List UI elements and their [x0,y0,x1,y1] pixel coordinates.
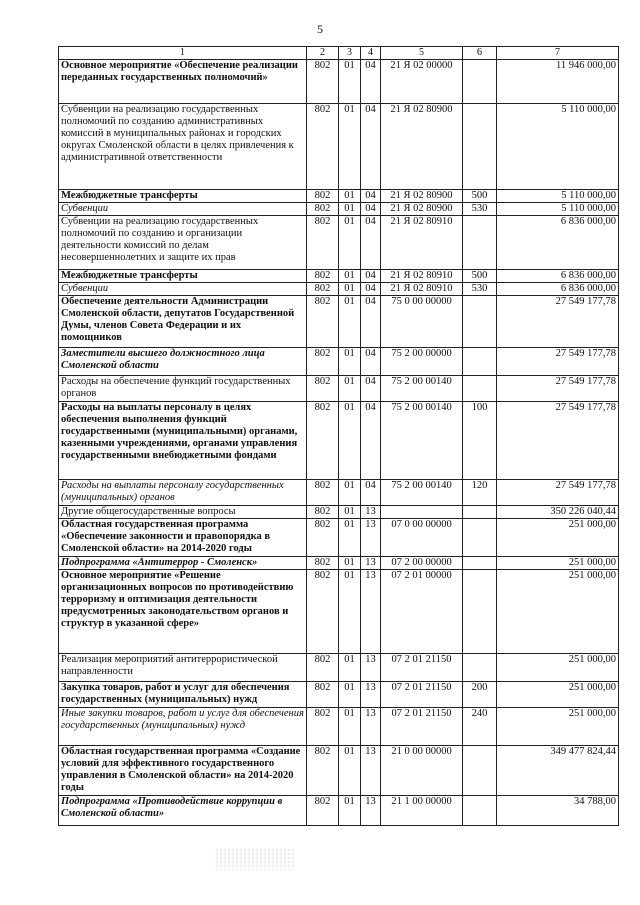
row-subsection-code: 04 [361,480,381,506]
table-row [59,270,619,283]
row-name: Межбюджетные трансферты [59,270,307,283]
row-subsection-code: 04 [361,203,381,216]
row-amount: 5 110 000,00 [497,190,619,203]
row-name: Расходы на выплаты персоналу в целях обеспечения выполнения функций государственными (муниципальными) органами, казенными учреждениями, органами управления государственными внебюджетными фондами [59,402,307,480]
row-subsection-code: 04 [361,283,381,296]
table-row [59,203,619,216]
row-target-article: 07 2 01 21150 [381,654,463,682]
row-expense-type [463,376,497,402]
row-expense-type [463,296,497,348]
row-target-article: 21 1 00 00000 [381,796,463,826]
row-section-code: 01 [339,708,361,746]
row-amount: 251 000,00 [497,570,619,654]
row-section-code: 01 [339,216,361,270]
row-expense-type [463,796,497,826]
row-name: Межбюджетные трансферты [59,190,307,203]
row-ministry-code: 802 [307,480,339,506]
row-ministry-code: 802 [307,60,339,104]
row-name: Расходы на выплаты персоналу государственных (муниципальных) органов [59,480,307,506]
row-expense-type: 500 [463,190,497,203]
table-row [59,654,619,682]
row-target-article: 21 Я 02 80900 [381,203,463,216]
header-cell: 7 [497,47,619,60]
row-subsection-code: 04 [361,348,381,376]
row-subsection-code: 13 [361,796,381,826]
table-row [59,682,619,708]
row-name: Субвенции на реализацию государственных полномочий по созданию и организации деятельности комиссий по делам несовершеннолетних и защите их прав [59,216,307,270]
row-ministry-code: 802 [307,682,339,708]
row-name: Областная государственная программа «Обеспечение законности и правопорядка в Смоленской области» на 2014-2020 годы [59,519,307,557]
row-expense-type: 120 [463,480,497,506]
row-name: Подпрограмма «Противодействие коррупции в Смоленской области» [59,796,307,826]
row-ministry-code: 802 [307,348,339,376]
row-name: Областная государственная программа «Создание условий для эффективного государственного управления в Смоленской области» на 2014-2020 годы [59,746,307,796]
row-section-code: 01 [339,60,361,104]
row-amount: 27 549 177,78 [497,296,619,348]
header-cell: 4 [361,47,381,60]
row-target-article: 21 Я 02 80900 [381,104,463,190]
row-ministry-code: 802 [307,570,339,654]
row-expense-type [463,216,497,270]
row-subsection-code: 13 [361,557,381,570]
table-row [59,190,619,203]
row-expense-type [463,506,497,519]
row-ministry-code: 802 [307,654,339,682]
row-section-code: 01 [339,402,361,480]
row-name: Реализация мероприятий антитеррористической направленности [59,654,307,682]
row-name: Иные закупки товаров, работ и услуг для обеспечения государственных (муниципальных) нужд [59,708,307,746]
row-target-article: 21 Я 02 80910 [381,283,463,296]
row-amount: 350 226 040,44 [497,506,619,519]
table-row [59,519,619,557]
row-target-article: 07 0 00 00000 [381,519,463,557]
row-section-code: 01 [339,796,361,826]
table-row [59,570,619,654]
table-row [59,506,619,519]
row-target-article: 07 2 00 00000 [381,557,463,570]
row-section-code: 01 [339,570,361,654]
row-amount: 27 549 177,78 [497,376,619,402]
table-row [59,708,619,746]
row-section-code: 01 [339,506,361,519]
row-target-article: 21 Я 02 80910 [381,216,463,270]
row-ministry-code: 802 [307,402,339,480]
row-expense-type: 530 [463,203,497,216]
row-section-code: 01 [339,190,361,203]
row-expense-type [463,104,497,190]
row-section-code: 01 [339,296,361,348]
row-amount: 27 549 177,78 [497,348,619,376]
row-amount: 5 110 000,00 [497,203,619,216]
table-row [59,104,619,190]
row-subsection-code: 13 [361,506,381,519]
row-target-article: 75 2 00 00140 [381,480,463,506]
row-target-article: 21 Я 02 80900 [381,190,463,203]
row-expense-type [463,519,497,557]
row-ministry-code: 802 [307,270,339,283]
row-target-article: 75 2 00 00000 [381,348,463,376]
row-subsection-code: 04 [361,104,381,190]
row-subsection-code: 13 [361,708,381,746]
row-ministry-code: 802 [307,216,339,270]
row-amount: 27 549 177,78 [497,480,619,506]
header-cell: 5 [381,47,463,60]
row-ministry-code: 802 [307,557,339,570]
row-expense-type [463,654,497,682]
row-name: Субвенции [59,203,307,216]
row-section-code: 01 [339,376,361,402]
row-subsection-code: 04 [361,296,381,348]
row-target-article: 21 0 00 00000 [381,746,463,796]
row-amount: 6 836 000,00 [497,283,619,296]
table-row [59,376,619,402]
row-subsection-code: 13 [361,682,381,708]
table-row [59,796,619,826]
row-target-article: 21 Я 02 80910 [381,270,463,283]
row-target-article: 21 Я 02 00000 [381,60,463,104]
row-subsection-code: 13 [361,746,381,796]
row-name: Основное мероприятие «Решение организационных вопросов по противодействию терроризму и оптимизация деятельности предусмотренных законодательством органов и структур в указанной сфере» [59,570,307,654]
row-subsection-code: 04 [361,60,381,104]
row-ministry-code: 802 [307,296,339,348]
row-amount: 349 477 824,44 [497,746,619,796]
table-row [59,60,619,104]
row-ministry-code: 802 [307,203,339,216]
row-amount: 251 000,00 [497,519,619,557]
row-amount: 27 549 177,78 [497,402,619,480]
row-target-article [381,506,463,519]
table-row [59,480,619,506]
row-ministry-code: 802 [307,746,339,796]
row-section-code: 01 [339,203,361,216]
table-row [59,348,619,376]
row-ministry-code: 802 [307,376,339,402]
row-name: Закупка товаров, работ и услуг для обеспечения государственных (муниципальных) нужд [59,682,307,708]
row-section-code: 01 [339,480,361,506]
row-expense-type: 200 [463,682,497,708]
row-amount: 251 000,00 [497,682,619,708]
table-row [59,283,619,296]
row-section-code: 01 [339,682,361,708]
scan-noise [215,848,295,870]
row-name: Другие общегосударственные вопросы [59,506,307,519]
table-row [59,402,619,480]
row-name: Обеспечение деятельности Администрации Смоленской области, депутатов Государственной Думы, членов Совета Федерации и их помощников [59,296,307,348]
row-ministry-code: 802 [307,708,339,746]
row-expense-type: 100 [463,402,497,480]
row-section-code: 01 [339,283,361,296]
row-amount: 251 000,00 [497,557,619,570]
row-expense-type [463,746,497,796]
row-amount: 11 946 000,00 [497,60,619,104]
header-cell: 6 [463,47,497,60]
row-section-code: 01 [339,270,361,283]
row-ministry-code: 802 [307,796,339,826]
header-row [59,47,619,60]
row-subsection-code: 04 [361,216,381,270]
row-ministry-code: 802 [307,283,339,296]
row-subsection-code: 13 [361,654,381,682]
row-name: Подпрограмма «Антитеррор - Смоленск» [59,557,307,570]
row-amount: 251 000,00 [497,654,619,682]
row-expense-type: 500 [463,270,497,283]
row-amount: 34 788,00 [497,796,619,826]
page-number: 5 [317,22,323,36]
row-target-article: 75 2 00 00140 [381,402,463,480]
header-cell: 1 [59,47,307,60]
row-subsection-code: 04 [361,270,381,283]
row-expense-type: 530 [463,283,497,296]
row-amount: 6 836 000,00 [497,216,619,270]
row-expense-type: 240 [463,708,497,746]
row-expense-type [463,557,497,570]
row-section-code: 01 [339,746,361,796]
table-row [59,746,619,796]
row-name: Расходы на обеспечение функций государственных органов [59,376,307,402]
row-subsection-code: 04 [361,402,381,480]
row-expense-type [463,60,497,104]
header-cell: 2 [307,47,339,60]
row-target-article: 07 2 01 21150 [381,708,463,746]
row-amount: 5 110 000,00 [497,104,619,190]
table-row [59,296,619,348]
row-subsection-code: 13 [361,570,381,654]
row-section-code: 01 [339,519,361,557]
row-ministry-code: 802 [307,190,339,203]
table-row [59,216,619,270]
row-section-code: 01 [339,654,361,682]
row-name: Субвенции на реализацию государственных полномочий по созданию административных комиссий в муниципальных районах и городских округах Смоленской области в целях привлечения к административной ответственности [59,104,307,190]
row-target-article: 07 2 01 00000 [381,570,463,654]
row-name: Субвенции [59,283,307,296]
row-section-code: 01 [339,348,361,376]
row-ministry-code: 802 [307,104,339,190]
row-name: Основное мероприятие «Обеспечение реализации переданных государственных полномочий» [59,60,307,104]
row-name: Заместители высшего должностного лица Смоленской области [59,348,307,376]
row-subsection-code: 04 [361,190,381,203]
row-section-code: 01 [339,557,361,570]
row-expense-type [463,570,497,654]
row-target-article: 75 2 00 00140 [381,376,463,402]
row-ministry-code: 802 [307,519,339,557]
row-amount: 6 836 000,00 [497,270,619,283]
row-target-article: 75 0 00 00000 [381,296,463,348]
row-subsection-code: 13 [361,519,381,557]
table-row [59,557,619,570]
row-expense-type [463,348,497,376]
row-section-code: 01 [339,104,361,190]
row-subsection-code: 04 [361,376,381,402]
header-cell: 3 [339,47,361,60]
budget-table [58,46,619,826]
row-amount: 251 000,00 [497,708,619,746]
row-target-article: 07 2 01 21150 [381,682,463,708]
row-ministry-code: 802 [307,506,339,519]
